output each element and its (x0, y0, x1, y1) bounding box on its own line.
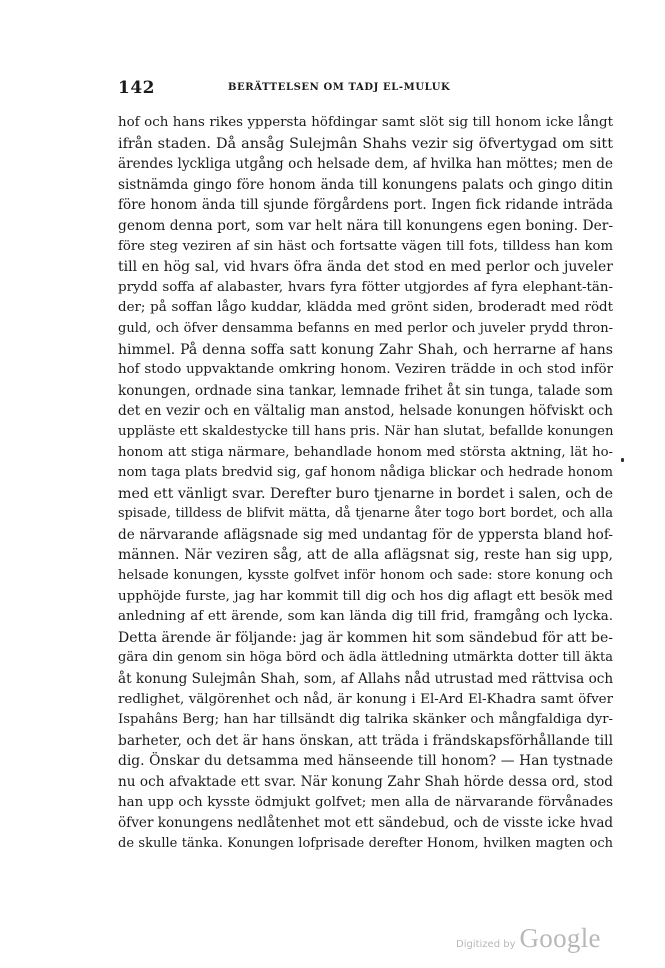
text-line: dig. Önskar du detsamma med hänseende till honom? — Han tystnade (118, 753, 613, 770)
text-line: der; på soffan lågo kuddar, klädda med grönt siden, broderadt med rödt (118, 300, 613, 316)
body-text (118, 113, 613, 854)
text-line: före steg veziren af sin häst och fortsatte vägen till fots, tilldess han kom (118, 238, 613, 254)
text-line: spisade, tilldess de blifvit mätta, då tjenarne åter togo bort bordet, och alla (118, 506, 613, 522)
running-head: BERÄTTELSEN OM TADJ EL-MULUK (228, 82, 451, 93)
text-line: nom taga plats bredvid sig, gaf honom nådiga blickar och hedrade honom (118, 465, 613, 481)
text-line: Ispahâns Berg; han har tillsändt dig talrika skänker och mångfaldiga dyr- (118, 712, 613, 728)
text-line: ifrån staden. Då ansåg Sulejmân Shahs vezir sig öfvertygad om sitt (118, 135, 613, 152)
page-number: 142 (118, 78, 155, 98)
text-line: före honom ända till sjunde förgårdens port. Ingen fick ridande inträda (118, 197, 613, 214)
text-line: sistnämda gingo före honom ända till konungens palats och gingo ditin (118, 176, 613, 193)
google-logo: Google (519, 923, 601, 953)
text-line: åt konung Sulejmân Shah, som, af Allahs nåd utrustad med rättvisa och (118, 671, 614, 688)
text-line: Detta ärende är följande: jag är kommen hit som sändebud för att be- (118, 629, 613, 646)
text-line: ärendes lyckliga utgång och helsade dem, af hvilka han möttes; men de (118, 156, 613, 173)
text-line: uppläste ett skaldestycke till hans pris. När han slutat, befallde konungen (118, 423, 614, 439)
text-line: till en hög sal, vid hvars öfra ända det stod en med perlor och juveler (118, 259, 613, 276)
text-line: han upp och kysste ödmjukt golfvet; men alla de närvarande förvånades (118, 794, 613, 810)
text-line: barheter, och det är hans önskan, att träda i frändskapsförhållande till (118, 732, 613, 749)
text-line: de närvarande aflägsnade sig med undantag för de yppersta bland hof- (118, 526, 613, 543)
text-line: konungen, ordnade sina tankar, lemnade frihet åt sin tunga, talade som (118, 382, 613, 399)
text-line: helsade konungen, kysste golfvet inför honom och sade: store konung och (118, 568, 613, 584)
text-line: det en vezir och en vältalig man anstod, helsade konungen höfviskt och (118, 403, 613, 420)
text-line: hof och hans rikes yppersta höfdingar samt slöt sig till honom icke långt (118, 115, 613, 130)
margin-mark (621, 458, 624, 462)
text-line: genom denna port, som var helt nära till konungens egen boning. Der- (118, 217, 613, 234)
text-line: männen. När veziren såg, att de alla aflägsnat sig, reste han sig upp, (118, 547, 613, 564)
text-line: redlighet, välgörenhet och nåd, är konung i El-Ard El-Khadra samt öfver (118, 691, 613, 707)
text-line: prydd soffa af alabaster, hvars fyra fötter utgjordes af fyra elephant-tän- (118, 279, 613, 295)
text-line: gära din genom sin höga börd och ädla ättledning utmärkta dotter till äkta (118, 650, 613, 666)
text-line: honom att stiga närmare, behandlade honom med största aktning, lät ho- (118, 444, 613, 460)
text-line: de skulle tänka. Konungen lofprisade derefter Honom, hvilken magten och (118, 835, 613, 851)
text-line: upphöjde furste, jag har kommit till dig och hos dig aflagt ett besök med (118, 588, 613, 604)
text-line: himmel. På denna soffa satt konung Zahr Shah, och herrarne af hans (118, 341, 613, 358)
text-line: öfver konungens nedlåtenhet mot ett sändebud, och de visste icke hvad (118, 815, 614, 832)
text-line: guld, och öfver densamma befanns en med perlor och juveler prydd thron- (118, 320, 613, 336)
watermark-prefix: Digitized by (456, 939, 516, 950)
digitized-watermark (456, 923, 601, 954)
text-line: nu och afvaktade ett svar. När konung Zahr Shah hörde dessa ord, stod (118, 774, 613, 790)
text-line: med ett vänligt svar. Derefter buro tjenarne in bordet i salen, och de (118, 485, 613, 502)
text-line: hof stodo uppvaktande omkring honom. Veziren trädde in och stod inför (118, 362, 613, 378)
text-line: anledning af ett ärende, som kan lända dig till frid, framgång och lycka. (118, 609, 613, 625)
